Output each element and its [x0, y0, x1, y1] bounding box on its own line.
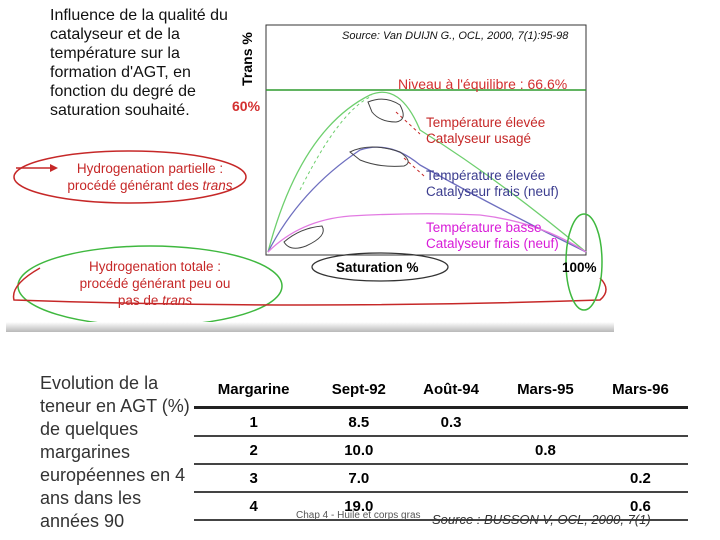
- callout-total: [55, 258, 255, 309]
- label-blue-line2: Catalyseur frais (neuf): [426, 184, 559, 199]
- table-cell: [404, 436, 498, 464]
- x-axis-label: Saturation %: [336, 260, 419, 275]
- blob-small: [284, 226, 323, 248]
- label-pink-line2: Catalyseur frais (neuf): [426, 236, 559, 251]
- label-green-line1: Température élevée: [426, 115, 546, 130]
- table-cell: [498, 464, 593, 492]
- callout-total-emph: trans: [162, 293, 193, 308]
- table-source: Source : BUSSON V, OCL, 2000, 7(1): [432, 512, 651, 527]
- bottom-title: Evolution de la teneur en AGT (%) de quelques margarines européennes en 4 ans dans les années 90: [40, 373, 190, 531]
- table-header-row: [194, 372, 688, 408]
- table-cell: [593, 408, 688, 437]
- footer-text: Chap 4 - Huile et corps gras: [296, 510, 421, 521]
- blob-blue: [350, 147, 408, 166]
- table-cell: 7.0: [313, 464, 404, 492]
- callout-total-line1: Hydrogenation totale :: [88, 259, 222, 274]
- table-cell: [404, 464, 498, 492]
- label-blue-line1: Température élevée: [426, 168, 546, 183]
- callout-total-line3: pas de: [117, 293, 159, 308]
- callout-partial-line2: procédé générant des: [67, 178, 199, 193]
- table-cell: 10.0: [313, 436, 404, 464]
- top-title: Influence de la qualité du catalyseur et de la température sur la formation d'AGT, en fonction du degré de saturation souhaité.: [50, 7, 228, 119]
- label-pink-curve: [426, 220, 559, 252]
- col-header: Mars-95: [498, 372, 593, 408]
- y-axis-label-text: Trans %: [238, 32, 255, 86]
- table-cell: 0.3: [404, 408, 498, 437]
- agt-table: [194, 372, 688, 521]
- table-cell: 3: [194, 464, 313, 492]
- table-cell: [498, 408, 593, 437]
- col-header: Mars-96: [593, 372, 688, 408]
- equilibrium-label: Niveau à l'équilibre : 66.6%: [398, 76, 568, 92]
- table-cell: 1: [194, 408, 313, 437]
- source-label: Source: Van DUIJN G., OCL, 2000, 7(1):95-98: [342, 30, 569, 42]
- label-green-line2: Catalyseur usagé: [426, 131, 532, 146]
- section-divider: [6, 322, 614, 332]
- table-row: [194, 436, 688, 464]
- table-cell: 0.6: [593, 492, 688, 520]
- callout-partial-emph: trans: [202, 178, 233, 193]
- table-cell: 4: [194, 492, 313, 520]
- table-cell: 19.0: [313, 492, 404, 520]
- table-cell: 0.2: [593, 464, 688, 492]
- col-header: Août-94: [404, 372, 498, 408]
- label-pink-line1: Température basse: [426, 220, 542, 235]
- col-header: Margarine: [194, 372, 313, 408]
- table-cell: 0.8: [498, 436, 593, 464]
- table-row: [194, 408, 688, 437]
- label-green-curve: [426, 115, 545, 147]
- x-max-label: 100%: [562, 260, 597, 275]
- table-cell: [593, 436, 688, 464]
- label-blue-curve: [426, 168, 559, 200]
- callout-partial: [50, 160, 250, 194]
- y-marker-60: 60%: [232, 98, 261, 114]
- callout-total-line2: procédé générant peu ou: [79, 276, 231, 291]
- curve-green-dashed: [300, 96, 372, 190]
- blob-green: [368, 99, 403, 122]
- table-cell: 8.5: [313, 408, 404, 437]
- callout-partial-line1: Hydrogenation partielle :: [76, 161, 224, 176]
- table-cell: 2: [194, 436, 313, 464]
- table-row: [194, 464, 688, 492]
- col-header: Sept-92: [313, 372, 404, 408]
